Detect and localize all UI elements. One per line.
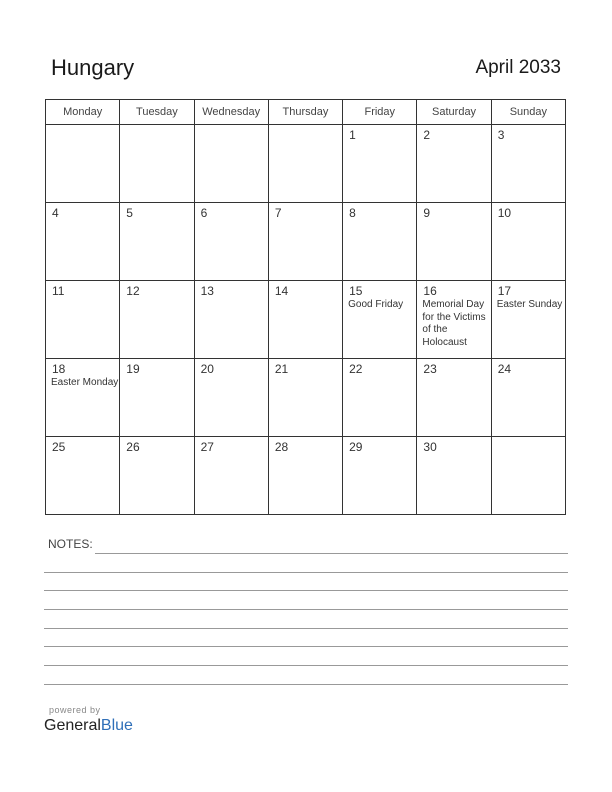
holiday-label: Easter Monday: [51, 377, 119, 388]
holiday-label: Memorial Day for the Victims of the Holocaust: [422, 299, 486, 348]
day-number: 25: [52, 440, 66, 454]
calendar-day-cell: [343, 203, 417, 281]
day-number: [269, 125, 342, 128]
calendar-week-row: [46, 437, 566, 515]
calendar-day-cell: [194, 125, 268, 203]
calendar-day-cell: [417, 125, 491, 203]
calendar-day-cell: [194, 437, 268, 515]
weekday-header: Tuesday: [120, 100, 194, 125]
calendar-day-cell: [194, 359, 268, 437]
note-line: [95, 553, 568, 554]
powered-by-text: powered by: [49, 705, 101, 715]
note-line: [44, 684, 568, 685]
calendar-week-row: [46, 203, 566, 281]
day-number: 10: [497, 206, 512, 220]
day-number: 22: [349, 362, 363, 376]
calendar-day-cell: [491, 437, 565, 515]
day-number: 29: [349, 440, 363, 454]
day-number: 14: [274, 284, 289, 298]
day-number: 11: [52, 284, 65, 298]
calendar-grid: [45, 99, 566, 515]
weekday-header: Thursday: [268, 100, 342, 125]
calendar-day-cell: [417, 203, 491, 281]
day-number: 9: [423, 206, 431, 220]
calendar-day-cell: [120, 437, 194, 515]
day-number: 5: [126, 206, 133, 220]
calendar-day-cell: [194, 281, 268, 359]
calendar-day-cell: [268, 437, 342, 515]
weekday-header: Saturday: [417, 100, 491, 125]
day-number: [46, 125, 119, 128]
day-number: 28: [274, 440, 289, 454]
day-number: 7: [274, 206, 282, 220]
calendar-day-cell: [491, 359, 565, 437]
calendar-day-cell: [343, 281, 417, 359]
calendar-day-cell: [417, 437, 491, 515]
calendar-day-cell: [268, 125, 342, 203]
weekday-header-row: [46, 100, 566, 125]
calendar-day-cell: [268, 281, 342, 359]
country-title: Hungary: [51, 55, 135, 80]
calendar-day-cell: [120, 125, 194, 203]
day-number: [120, 125, 193, 128]
weekday-header: Friday: [343, 100, 417, 125]
day-number: [492, 437, 565, 440]
notes-label: NOTES:: [48, 537, 93, 551]
calendar-week-row: [46, 281, 566, 359]
calendar-day-cell: [491, 203, 565, 281]
month-title: April 2033: [475, 57, 561, 78]
calendar-day-cell: [120, 281, 194, 359]
calendar-day-cell: [120, 203, 194, 281]
calendar-day-cell: [343, 125, 417, 203]
calendar-week-row: [46, 359, 566, 437]
calendar-day-cell: [120, 359, 194, 437]
day-number: 17: [497, 284, 512, 298]
generalblue-logo[interactable]: [44, 717, 133, 735]
calendar-day-cell: [46, 437, 120, 515]
calendar-day-cell: [343, 437, 417, 515]
day-number: 3: [497, 128, 505, 142]
day-number: [195, 125, 268, 128]
calendar-day-cell: [343, 359, 417, 437]
calendar-day-cell: [194, 203, 268, 281]
calendar-day-cell: [46, 281, 120, 359]
day-number: 23: [423, 362, 437, 376]
calendar-day-cell: [417, 281, 491, 359]
note-line: [44, 590, 568, 591]
day-number: 2: [423, 128, 431, 142]
day-number: 20: [200, 362, 214, 376]
weekday-header: Monday: [46, 100, 120, 125]
note-line: [44, 665, 568, 666]
day-number: 18: [52, 362, 66, 376]
calendar-day-cell: [46, 203, 120, 281]
calendar-day-cell: [46, 359, 120, 437]
day-number: 1: [349, 128, 356, 142]
day-number: 6: [200, 206, 208, 220]
day-number: 12: [126, 284, 140, 298]
day-number: 15: [349, 284, 363, 298]
day-number: 16: [423, 284, 437, 298]
calendar-day-cell: [268, 359, 342, 437]
logo-general-text: General: [44, 717, 101, 734]
day-number: 30: [423, 440, 437, 454]
calendar-day-cell: [268, 203, 342, 281]
weekday-header: Sunday: [491, 100, 565, 125]
holiday-label: Good Friday: [348, 299, 404, 310]
day-number: 8: [349, 206, 356, 220]
note-line: [44, 646, 568, 647]
day-number: 21: [274, 362, 289, 376]
calendar-day-cell: [491, 281, 565, 359]
day-number: 4: [52, 206, 59, 220]
note-line: [44, 609, 568, 610]
day-number: 27: [200, 440, 214, 454]
calendar-week-row: [46, 125, 566, 203]
note-line: [44, 572, 568, 573]
calendar-day-cell: [46, 125, 120, 203]
day-number: 19: [126, 362, 140, 376]
calendar-day-cell: [491, 125, 565, 203]
day-number: 24: [497, 362, 512, 376]
day-number: 13: [200, 284, 214, 298]
day-number: 26: [126, 440, 140, 454]
note-line: [44, 628, 568, 629]
logo-blue-text: Blue: [100, 717, 133, 734]
holiday-label: Easter Sunday: [496, 299, 563, 310]
weekday-header: Wednesday: [194, 100, 268, 125]
calendar-day-cell: [417, 359, 491, 437]
